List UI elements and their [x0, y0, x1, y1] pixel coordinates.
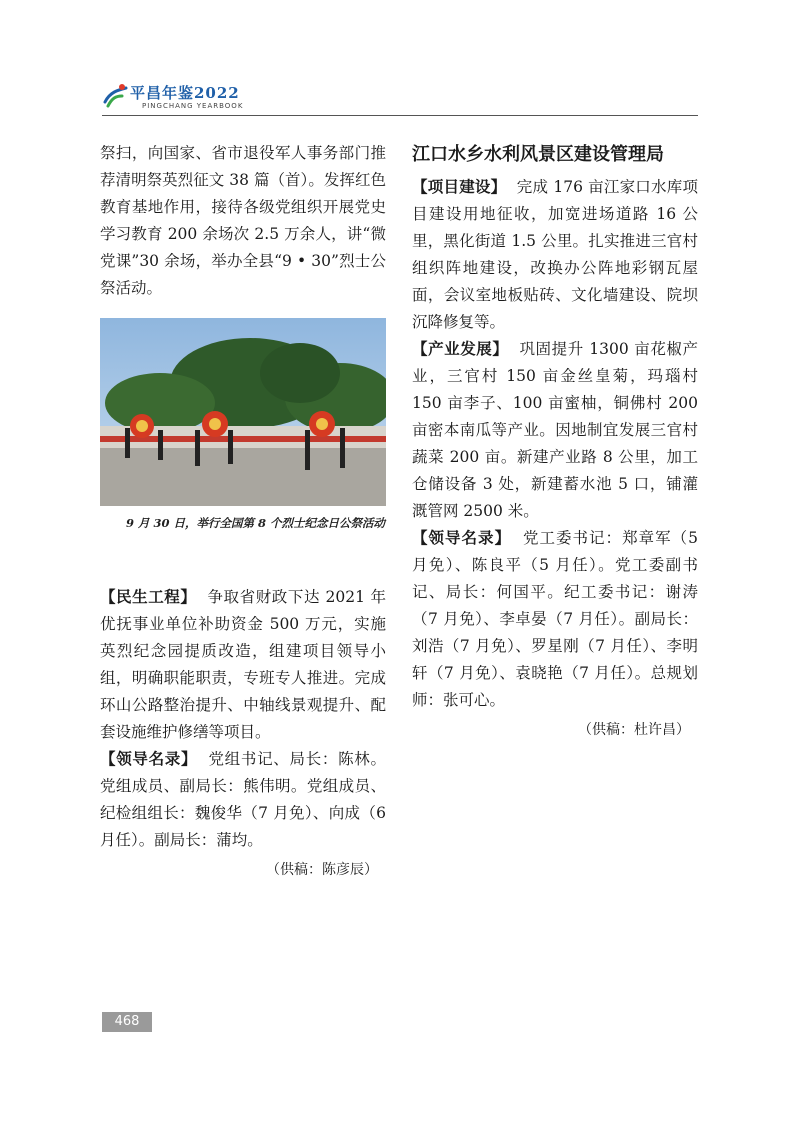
section-livelihood [100, 584, 386, 746]
section-text: 完成 176 亩江家口水库项目建设用地征收，加宽进场道路 16 公里，黑化街道 1.5 公里。扎实推进三官村组织阵地建设，改换办公阵地彩钢瓦屋面，会议室地板贴砖、文化墙建设、院坝沉降修复等。 [412, 178, 698, 331]
right-section-title: 江口水乡水利风景区建设管理局 [412, 144, 664, 165]
section-tag: 【领导名录】 [412, 529, 512, 547]
page-header [102, 80, 702, 116]
left-credit: （供稿：陈彦辰） [266, 862, 378, 878]
section-text: 争取省财政下达 2021 年优抚事业单位补助资金 500 万元，实施英烈纪念园提质改造，组建项目领导小组，明确职能职责，专班专人推进。完成环山公路整治提升、中轴线景观提升、配套设施维护修缮等项目。 [100, 588, 386, 741]
section-text: 党组书记、局长：陈林。党组成员、副局长：熊伟明。党组成员、纪检组组长：魏俊华（7 月免）、向成（6 月任）。副局长：蒲均。 [100, 750, 386, 849]
section-text: 党工委书记：郑章军（5 月免）、陈良平（5 月任）。党工委副书记、局长：何国平。纪工委书记：谢涛（7 月免）、李卓晏（7 月任）。副局长：刘浩（7 月免）、罗星刚（7 月任）、李明轩（7 月免）、袁晓艳（7 月任）。总规划师：张可心。 [412, 529, 698, 709]
section-project [412, 174, 698, 336]
memorial-ceremony-photo [100, 318, 386, 506]
photo-illustration [100, 318, 386, 506]
section-tag: 【领导名录】 [100, 750, 198, 768]
section-leaders-right [412, 525, 698, 714]
right-credit: （供稿：杜许昌） [578, 722, 690, 738]
left-column-top [100, 140, 386, 302]
section-tag: 【产业发展】 [412, 340, 509, 358]
photo-caption: 9 月 30 日，举行全国第 8 个烈士纪念日公祭活动 [126, 516, 386, 530]
yearbook-logo-icon [102, 82, 130, 110]
section-text: 巩固提升 1300 亩花椒产业，三官村 150 亩金丝皇菊，玛瑙村 150 亩李子、100 亩蜜柚，铜佛村 200 亩密本南瓜等产业。因地制宜发展三官村蔬菜 200 亩。新建产业路 8 公里，加工仓储设备 3 处，新建蓄水池 5 口，铺灌溉管网 2500 米。 [412, 340, 698, 520]
page-number-badge [102, 1012, 152, 1032]
right-column [412, 140, 698, 742]
header-divider [102, 115, 698, 116]
intro-paragraph: 祭扫，向国家、省市退役军人事务部门推荐清明祭英烈征文 38 篇（首）。发挥红色教育基地作用，接待各级党组织开展党史学习教育 200 余场次 2.5 万余人，讲“微党课”30 余场，举办全县“9 • 30”烈士公祭活动。 [100, 144, 386, 297]
yearbook-subtitle: PINGCHANG YEARBOOK [142, 102, 244, 110]
yearbook-title: 平昌年鉴2022 [130, 84, 240, 102]
section-tag: 【民生工程】 [100, 588, 197, 606]
page-number: 468 [114, 1014, 140, 1029]
left-column-lower [100, 584, 386, 882]
section-industry [412, 336, 698, 525]
section-leaders-left [100, 746, 386, 854]
section-tag: 【项目建设】 [412, 178, 507, 196]
